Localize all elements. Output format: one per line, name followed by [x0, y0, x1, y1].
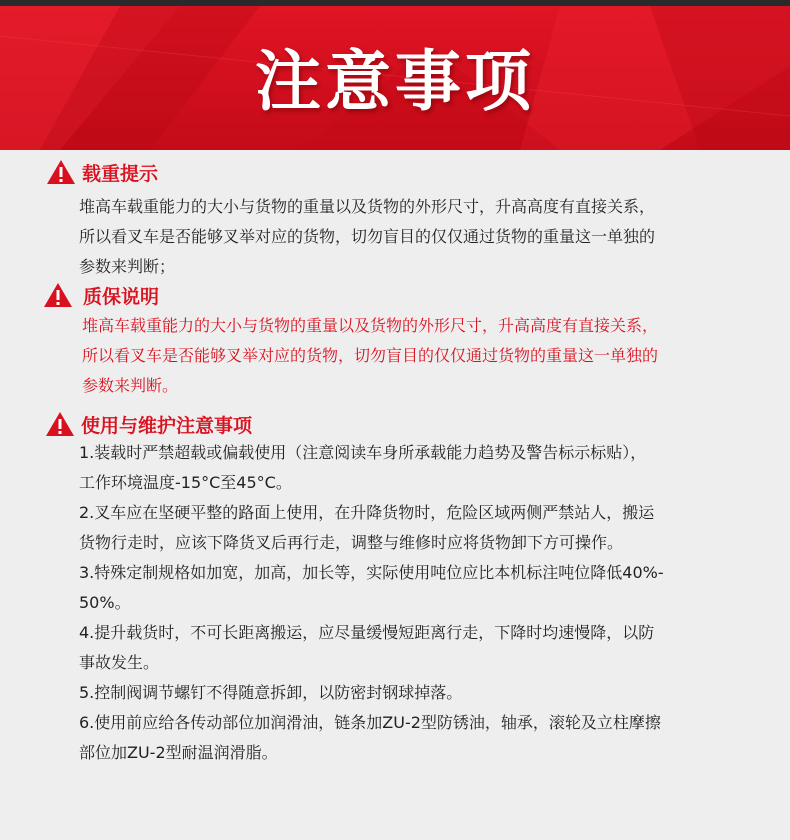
section-title: 使用与维护注意事项: [81, 414, 253, 437]
body-line: 堆高车载重能力的大小与货物的重量以及货物的外形尺寸，升高高度有直接关系，: [82, 316, 659, 335]
body-line: 工作环境温度-15°C至45°C。: [79, 473, 292, 492]
page-title: 注意事项: [255, 43, 535, 120]
body-line: 所以看叉车是否能够叉举对应的货物，切勿盲目的仅仅通过货物的重量这一单独的: [82, 346, 659, 365]
body-line: 2.叉车应在坚硬平整的路面上使用，在升降货物时，危险区域两侧严禁站人，搬运: [79, 503, 655, 522]
warning-triangle-icon: [46, 159, 76, 185]
section-header-load: [46, 157, 158, 187]
body-line: 3.特殊定制规格如加宽，加高，加长等，实际使用吨位应比本机标注吨位降低40%-: [79, 563, 664, 582]
section-header-warranty: [43, 280, 159, 310]
warning-triangle-icon: [43, 282, 73, 308]
section-body-maintenance: [79, 438, 739, 768]
body-line: 1.装载时严禁超载或偏载使用（注意阅读车身所承载能力趋势及警告标示标贴），: [79, 443, 647, 462]
section-header-maintenance: [45, 409, 252, 439]
body-line: 所以看叉车是否能够叉举对应的货物，切勿盲目的仅仅通过货物的重量这一单独的: [79, 227, 656, 246]
body-line: 参数来判断；: [79, 257, 176, 276]
body-line: 部位加ZU-2型耐温润滑脂。: [79, 743, 278, 762]
body-line: 事故发生。: [79, 653, 160, 672]
section-title: 载重提示: [82, 162, 159, 185]
body-line: 50%。: [79, 593, 131, 612]
header-banner: [0, 6, 790, 150]
section-title: 质保说明: [83, 285, 160, 308]
body-line: 4.提升载货时，不可长距离搬运，应尽量缓慢短距离行走，下降时均速慢降，以防: [79, 623, 655, 642]
section-body-warranty: [82, 311, 742, 401]
section-body-load: [79, 192, 739, 282]
warning-triangle-icon: [45, 411, 75, 437]
body-line: 堆高车载重能力的大小与货物的重量以及货物的外形尺寸，升高高度有直接关系，: [79, 197, 656, 216]
body-line: 货物行走时，应该下降货叉后再行走，调整与维修时应将货物卸下方可操作。: [79, 533, 624, 552]
body-line: 6.使用前应给各传动部位加润滑油，链条加ZU-2型防锈油，轴承，滚轮及立柱摩擦: [79, 713, 661, 732]
body-line: 5.控制阀调节螺钉不得随意拆卸，以防密封钢球掉落。: [79, 683, 463, 702]
body-line: 参数来判断。: [82, 376, 179, 395]
